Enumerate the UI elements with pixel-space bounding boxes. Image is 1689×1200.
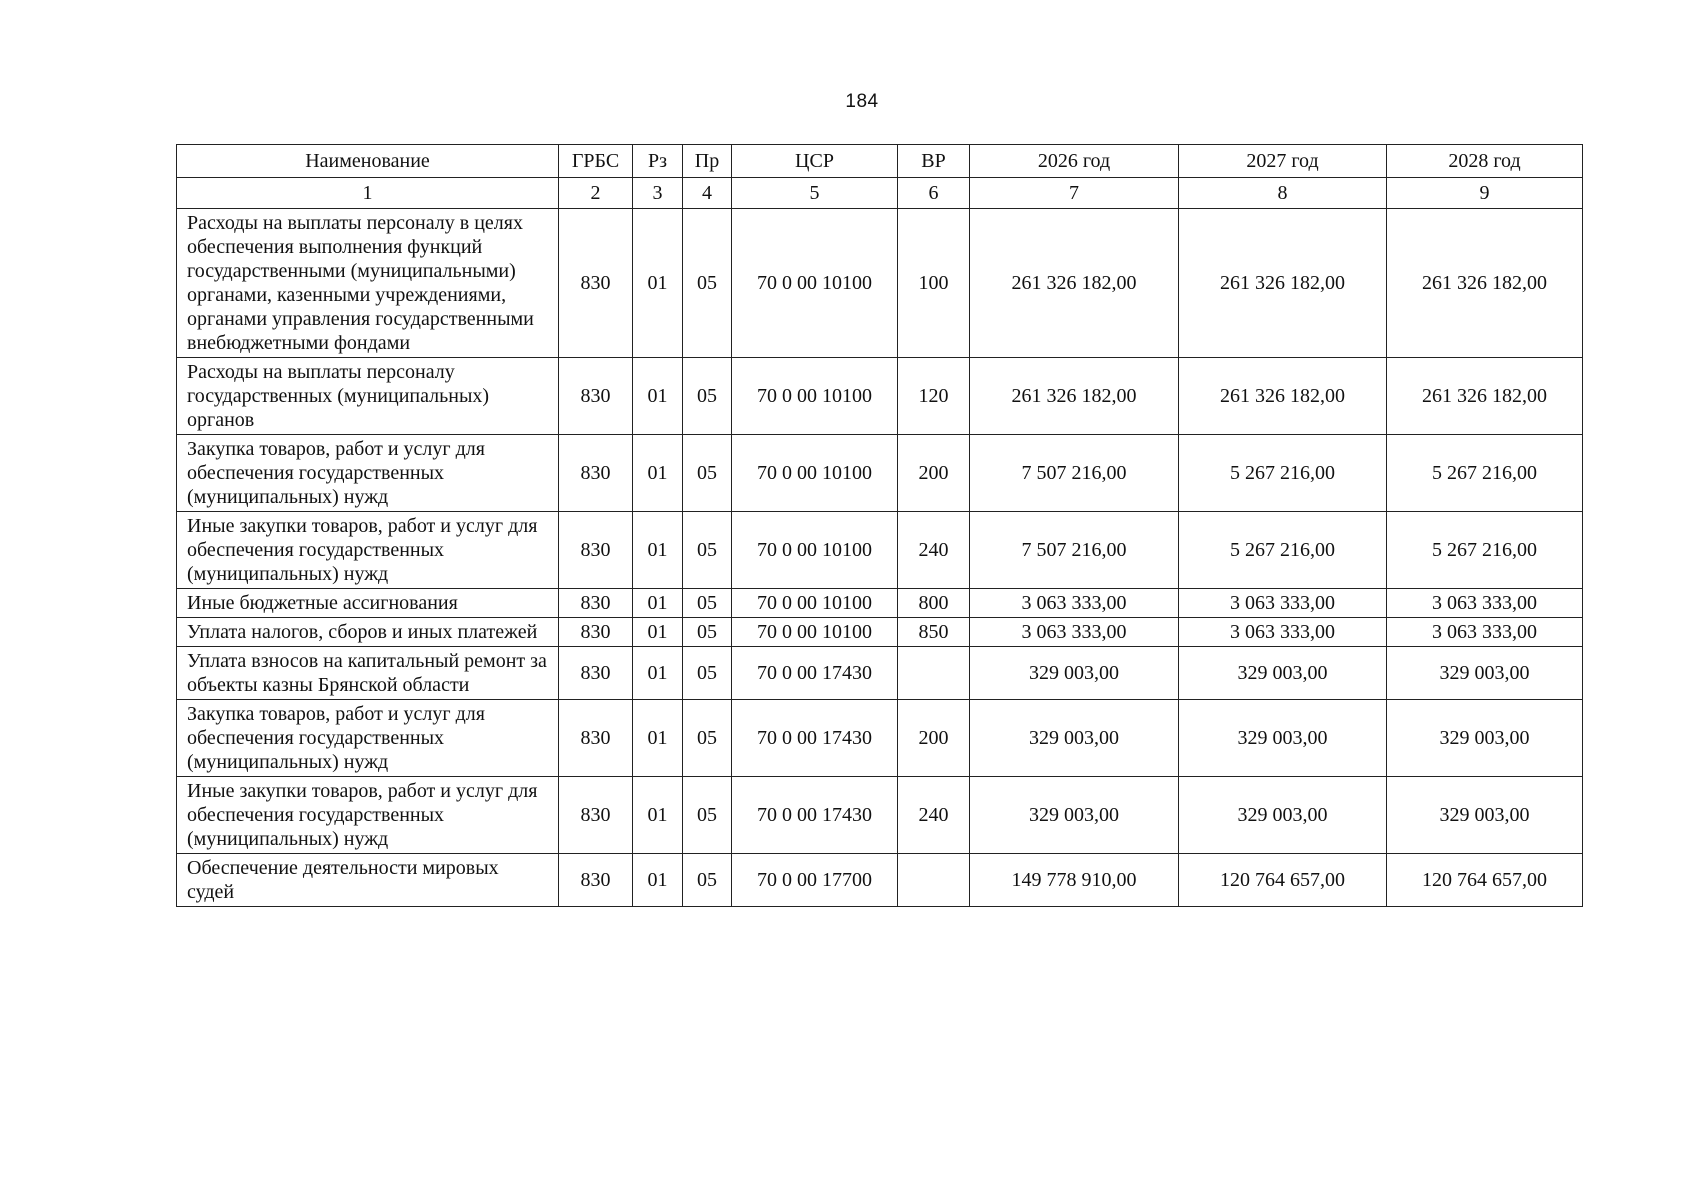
column-number: 5 — [732, 178, 898, 209]
row-pr: 05 — [683, 209, 732, 358]
row-rz: 01 — [633, 700, 683, 777]
row-grbs: 830 — [559, 700, 633, 777]
header-rz: Рз — [633, 145, 683, 178]
row-pr: 05 — [683, 777, 732, 854]
row-pr: 05 — [683, 589, 732, 618]
row-vr: 800 — [898, 589, 970, 618]
row-name: Обеспечение деятельности мировых судей — [177, 854, 559, 907]
column-number: 6 — [898, 178, 970, 209]
row-csr: 70 0 00 17430 — [732, 647, 898, 700]
row-vr: 200 — [898, 700, 970, 777]
row-2027: 5 267 216,00 — [1179, 435, 1387, 512]
row-pr: 05 — [683, 854, 732, 907]
table-row — [177, 435, 1583, 512]
row-2028: 3 063 333,00 — [1387, 589, 1583, 618]
row-2027: 120 764 657,00 — [1179, 854, 1387, 907]
column-number: 7 — [970, 178, 1179, 209]
row-vr: 850 — [898, 618, 970, 647]
header-pr: Пр — [683, 145, 732, 178]
row-rz: 01 — [633, 854, 683, 907]
row-grbs: 830 — [559, 618, 633, 647]
row-csr: 70 0 00 10100 — [732, 209, 898, 358]
row-rz: 01 — [633, 512, 683, 589]
row-pr: 05 — [683, 647, 732, 700]
row-2028: 3 063 333,00 — [1387, 618, 1583, 647]
row-2027: 329 003,00 — [1179, 647, 1387, 700]
row-pr: 05 — [683, 512, 732, 589]
row-2028: 5 267 216,00 — [1387, 512, 1583, 589]
row-2026: 329 003,00 — [970, 647, 1179, 700]
row-name: Уплата налогов, сборов и иных платежей — [177, 618, 559, 647]
page-number: 184 — [845, 91, 879, 112]
header-vr: ВР — [898, 145, 970, 178]
table-row — [177, 700, 1583, 777]
row-2028: 120 764 657,00 — [1387, 854, 1583, 907]
header-grbs: ГРБС — [559, 145, 633, 178]
table-row — [177, 618, 1583, 647]
table-row — [177, 209, 1583, 358]
row-name: Иные закупки товаров, работ и услуг для обеспечения государственных (муниципальных) нужд — [177, 512, 559, 589]
row-2028: 261 326 182,00 — [1387, 209, 1583, 358]
row-rz: 01 — [633, 358, 683, 435]
row-grbs: 830 — [559, 358, 633, 435]
column-number: 8 — [1179, 178, 1387, 209]
row-grbs: 830 — [559, 209, 633, 358]
row-csr: 70 0 00 10100 — [732, 589, 898, 618]
row-2027: 329 003,00 — [1179, 777, 1387, 854]
column-number: 1 — [177, 178, 559, 209]
row-rz: 01 — [633, 618, 683, 647]
row-vr: 120 — [898, 358, 970, 435]
header-2026: 2026 год — [970, 145, 1179, 178]
row-csr: 70 0 00 10100 — [732, 435, 898, 512]
row-name: Уплата взносов на капитальный ремонт за объекты казны Брянской области — [177, 647, 559, 700]
row-csr: 70 0 00 10100 — [732, 512, 898, 589]
row-2028: 261 326 182,00 — [1387, 358, 1583, 435]
row-2026: 329 003,00 — [970, 777, 1179, 854]
column-number: 3 — [633, 178, 683, 209]
row-csr: 70 0 00 17430 — [732, 777, 898, 854]
row-name: Иные бюджетные ассигнования — [177, 589, 559, 618]
table-row — [177, 854, 1583, 907]
row-grbs: 830 — [559, 512, 633, 589]
row-rz: 01 — [633, 777, 683, 854]
row-2026: 261 326 182,00 — [970, 209, 1179, 358]
table-row — [177, 777, 1583, 854]
row-rz: 01 — [633, 435, 683, 512]
row-csr: 70 0 00 10100 — [732, 358, 898, 435]
row-2027: 261 326 182,00 — [1179, 358, 1387, 435]
row-csr: 70 0 00 17700 — [732, 854, 898, 907]
row-2028: 329 003,00 — [1387, 700, 1583, 777]
row-2028: 5 267 216,00 — [1387, 435, 1583, 512]
row-csr: 70 0 00 10100 — [732, 618, 898, 647]
row-vr — [898, 647, 970, 700]
row-2028: 329 003,00 — [1387, 647, 1583, 700]
row-vr: 240 — [898, 512, 970, 589]
column-number-row — [177, 178, 1583, 209]
row-pr: 05 — [683, 700, 732, 777]
row-2028: 329 003,00 — [1387, 777, 1583, 854]
budget-table — [176, 144, 1583, 907]
row-grbs: 830 — [559, 854, 633, 907]
header-2027: 2027 год — [1179, 145, 1387, 178]
row-2026: 3 063 333,00 — [970, 589, 1179, 618]
row-pr: 05 — [683, 358, 732, 435]
table-row — [177, 512, 1583, 589]
row-grbs: 830 — [559, 435, 633, 512]
row-rz: 01 — [633, 589, 683, 618]
row-name: Расходы на выплаты персоналу государственных (муниципальных) органов — [177, 358, 559, 435]
row-name: Иные закупки товаров, работ и услуг для обеспечения государственных (муниципальных) нужд — [177, 777, 559, 854]
column-number: 4 — [683, 178, 732, 209]
row-2026: 329 003,00 — [970, 700, 1179, 777]
header-row — [177, 145, 1583, 178]
column-number: 9 — [1387, 178, 1583, 209]
row-name: Закупка товаров, работ и услуг для обеспечения государственных (муниципальных) нужд — [177, 700, 559, 777]
column-number: 2 — [559, 178, 633, 209]
row-grbs: 830 — [559, 589, 633, 618]
row-2026: 3 063 333,00 — [970, 618, 1179, 647]
table-row — [177, 647, 1583, 700]
row-pr: 05 — [683, 435, 732, 512]
header-name: Наименование — [177, 145, 559, 178]
header-2028: 2028 год — [1387, 145, 1583, 178]
row-grbs: 830 — [559, 777, 633, 854]
row-vr: 100 — [898, 209, 970, 358]
header-csr: ЦСР — [732, 145, 898, 178]
row-vr: 200 — [898, 435, 970, 512]
row-rz: 01 — [633, 209, 683, 358]
row-2026: 7 507 216,00 — [970, 512, 1179, 589]
row-name: Расходы на выплаты персоналу в целях обеспечения выполнения функций государственными (муниципальными) органами, казенными учреждениями, органами управления государственными внебюджетными фондами — [177, 209, 559, 358]
row-pr: 05 — [683, 618, 732, 647]
row-vr — [898, 854, 970, 907]
row-2026: 149 778 910,00 — [970, 854, 1179, 907]
row-2026: 261 326 182,00 — [970, 358, 1179, 435]
row-name: Закупка товаров, работ и услуг для обеспечения государственных (муниципальных) нужд — [177, 435, 559, 512]
row-2027: 5 267 216,00 — [1179, 512, 1387, 589]
row-csr: 70 0 00 17430 — [732, 700, 898, 777]
row-grbs: 830 — [559, 647, 633, 700]
row-2027: 329 003,00 — [1179, 700, 1387, 777]
row-2027: 3 063 333,00 — [1179, 589, 1387, 618]
table-row — [177, 589, 1583, 618]
row-2027: 261 326 182,00 — [1179, 209, 1387, 358]
row-rz: 01 — [633, 647, 683, 700]
row-2026: 7 507 216,00 — [970, 435, 1179, 512]
row-2027: 3 063 333,00 — [1179, 618, 1387, 647]
table-row — [177, 358, 1583, 435]
row-vr: 240 — [898, 777, 970, 854]
